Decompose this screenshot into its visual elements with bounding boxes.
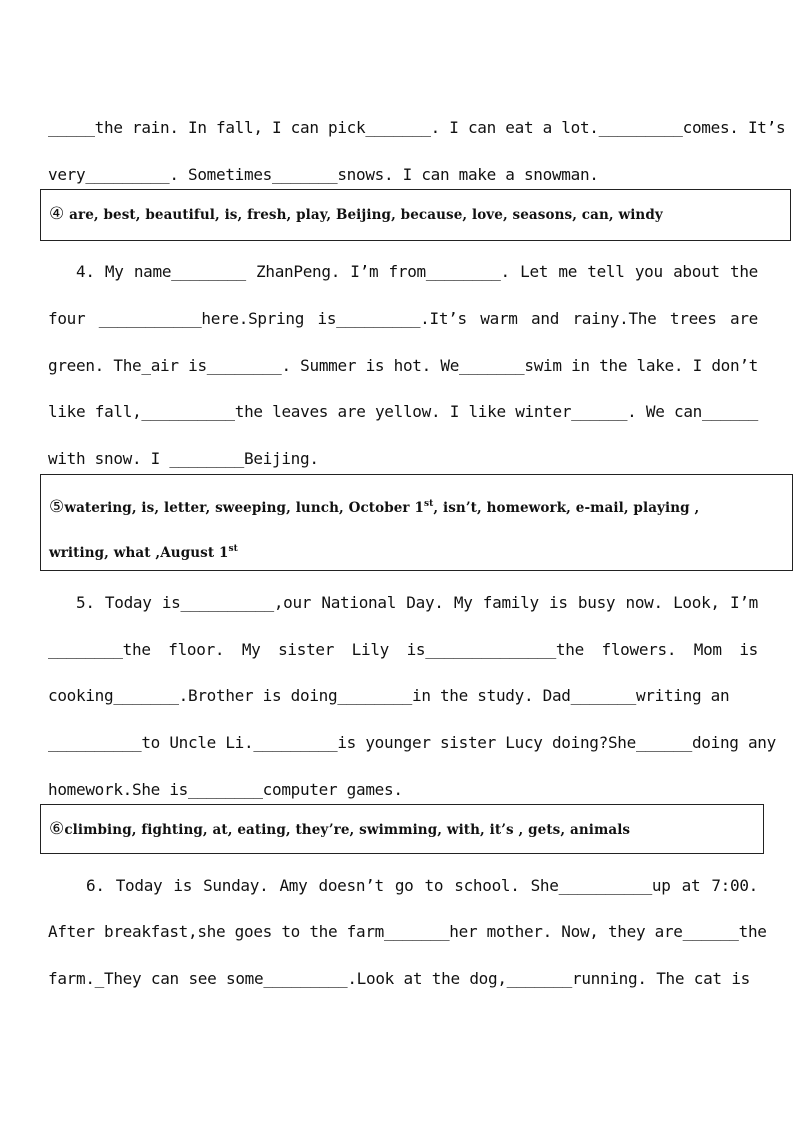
word-bank-words: watering, is, letter, sweeping, lunch, October 1 (64, 500, 424, 516)
text-line: __________to Uncle Li._________is younger sister Lucy doing?She______doing any (48, 733, 776, 752)
circled-number: ④ (49, 204, 65, 224)
text-line: like fall,__________the leaves are yellow. I like winter______. We can______ (48, 402, 758, 421)
word-bank-words: writing, what ,August 1 (49, 545, 229, 561)
circled-number: ⑥ (49, 819, 65, 839)
word-bank-box (40, 804, 764, 854)
text-line: ________the floor. My sister Lily is______________the flowers. Mom is (48, 640, 758, 659)
text-line: four ___________here.Spring is_________.It’s warm and rainy.The trees are (48, 309, 758, 328)
text-line: 5. Today is__________,our National Day. My family is busy now. Look, I’m (76, 593, 758, 612)
text-line: with snow. I ________Beijing. (48, 449, 319, 468)
text-line: cooking_______.Brother is doing________in the study. Dad_______writing an (48, 686, 730, 705)
superscript: st (423, 499, 434, 509)
word-bank-line (49, 545, 238, 561)
word-bank-box (40, 189, 791, 241)
text-line: very_________. Sometimes_______snows. I can make a snowman. (48, 165, 599, 184)
word-bank-line (49, 204, 663, 224)
text-line: green. The_air is________. Summer is hot. We_______swim in the lake. I don’t (48, 356, 758, 375)
text-line: homework.She is________computer games. (48, 780, 403, 799)
word-bank-line (49, 497, 699, 517)
word-bank-line (49, 819, 630, 839)
text-line: After breakfast,she goes to the farm_______her mother. Now, they are______the (48, 922, 767, 941)
word-bank-words: climbing, fighting, at, eating, they’re, swimming, with, it’s , gets, animals (64, 822, 631, 838)
text-line: 4. My name________ ZhanPeng. I’m from________. Let me tell you about the (76, 262, 758, 281)
word-bank-box (40, 474, 793, 571)
word-bank-words: are, best, beautiful, is, fresh, play, Beijing, because, love, seasons, can, windy (64, 207, 663, 223)
superscript: st (228, 544, 238, 554)
word-bank-words: , isn’t, homework, e-mail, playing , (433, 500, 700, 516)
text-line: _____the rain. In fall, I can pick_______. I can eat a lot._________comes. It’s (48, 118, 786, 137)
text-line: 6. Today is Sunday. Amy doesn’t go to school. She__________up at 7:00. (86, 876, 758, 895)
text-line: farm._They can see some_________.Look at the dog,_______running. The cat is (48, 969, 750, 988)
circled-number: ⑤ (49, 497, 65, 517)
